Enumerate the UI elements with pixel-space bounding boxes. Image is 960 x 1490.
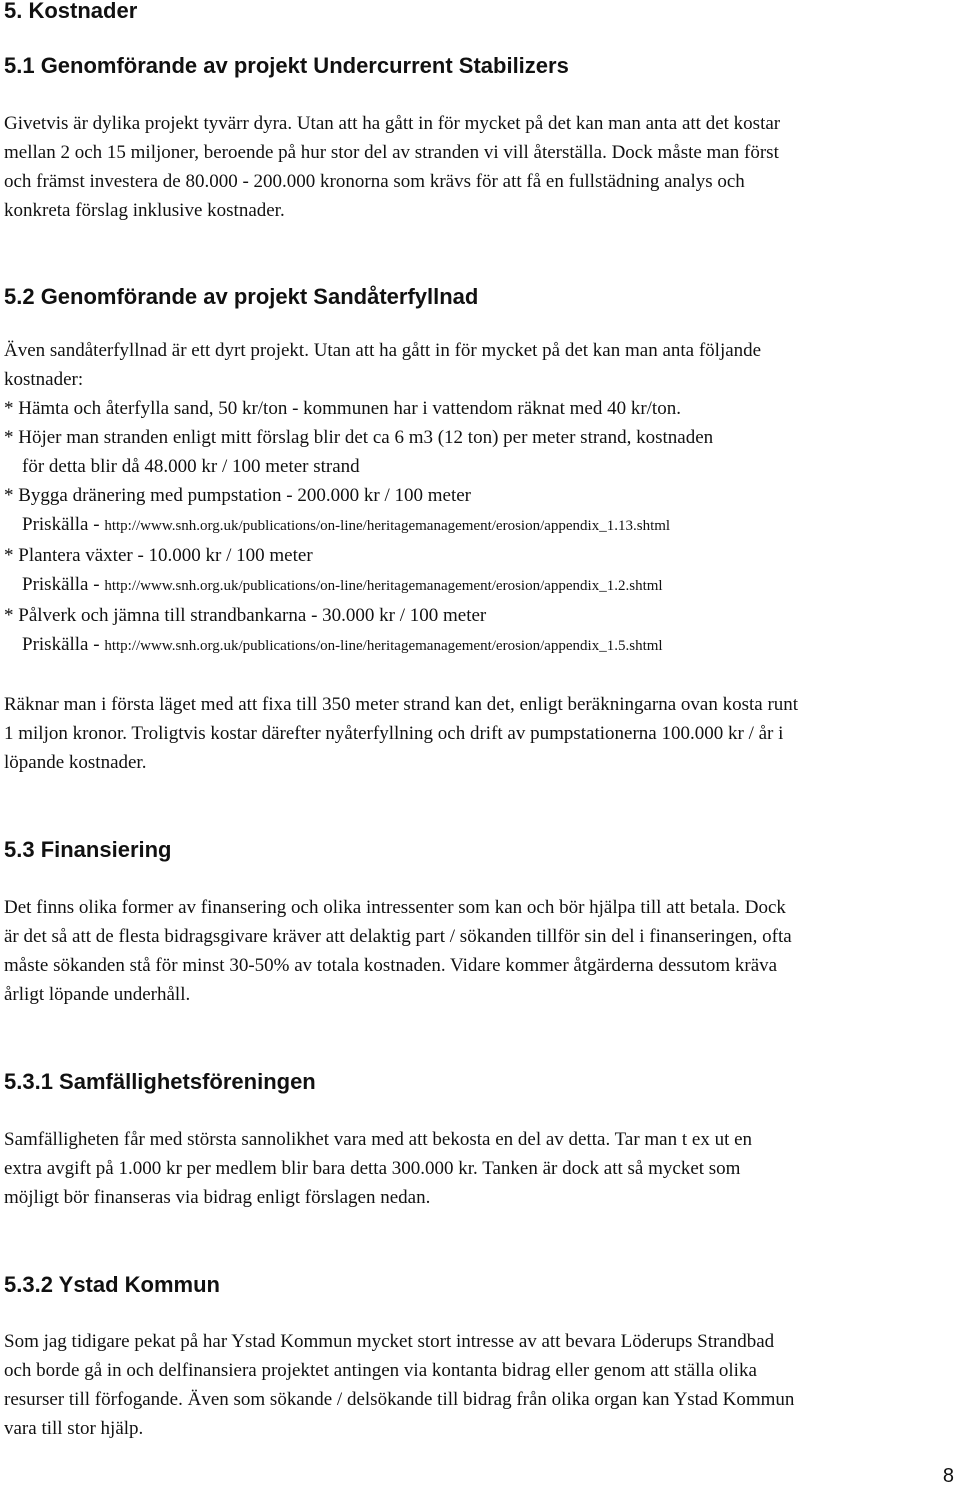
paragraph-line: är det så att de flesta bidragsgivare kräver att delaktig part / sökanden tillför sin del i finanseringen, ofta	[4, 926, 792, 947]
section-5-1-body	[4, 109, 954, 225]
paragraph-line: möjligt bör finanseras via bidrag enligt förslagen nedan.	[4, 1187, 431, 1208]
paragraph-line: kostnader:	[4, 369, 84, 390]
price-source-label: Priskälla -	[22, 634, 105, 655]
price-source-label: Priskälla -	[22, 514, 105, 535]
paragraph-line: måste sökanden stå för minst 30-50% av totala kostnaden. Vidare kommer åtgärderna dessutom kräva	[4, 955, 778, 976]
cost-item: * Hämta och återfylla sand, 50 kr/ton - kommunen har i vattendom räknat med 40 kr/ton.	[4, 398, 681, 419]
paragraph-line: vara till stor hjälp.	[4, 1418, 144, 1439]
paragraph-line: konkreta förslag inklusive kostnader.	[4, 200, 285, 221]
section-5-2-title: 5.2 Genomförande av projekt Sandåterfyllnad	[4, 284, 479, 309]
paragraph-line: och främst investera de 80.000 - 200.000 kronorna som krävs för att få en fullstädning analys och	[4, 171, 745, 192]
paragraph-line: resurser till förfogande. Även som sökande / delsökande till bidrag från olika organ kan Ystad Kommun	[4, 1389, 795, 1410]
cost-item: * Pålverk och jämna till strandbankarna - 30.000 kr / 100 meter	[4, 605, 487, 626]
page-number: 8	[942, 1465, 954, 1487]
cost-item: * Höjer man stranden enligt mitt förslag blir det ca 6 m3 (12 ton) per meter strand, kostnaden	[4, 427, 714, 448]
price-source	[4, 510, 954, 541]
paragraph-line: årligt löpande underhåll.	[4, 984, 191, 1005]
section-5-2-summary	[4, 690, 954, 777]
price-source	[4, 570, 954, 601]
paragraph-line: Samfälligheten får med största sannolikhet vara med att bekosta en del av detta. Tar man t ex ut en	[4, 1129, 753, 1150]
document-page	[4, 0, 954, 1443]
section-5-3-1-title: 5.3.1 Samfällighetsföreningen	[4, 1069, 316, 1094]
paragraph-line: extra avgift på 1.000 kr per medlem blir bara detta 300.000 kr. Tanken är dock att så mycket som	[4, 1158, 741, 1179]
paragraph-line: Det finns olika former av finansering och olika intressenter som kan och bör hjälpa till att betala. Dock	[4, 897, 786, 918]
price-source	[4, 630, 954, 661]
section-5-3-2-title: 5.3.2 Ystad Kommun	[4, 1272, 220, 1297]
section-5-title: 5. Kostnader	[4, 0, 138, 23]
section-5-3-2-body	[4, 1327, 954, 1443]
paragraph-line: Även sandåterfyllnad är ett dyrt projekt. Utan att ha gått in för mycket på det kan man anta följande	[4, 340, 762, 361]
price-source-url: http://www.snh.org.uk/publications/on-line/heritagemanagement/erosion/appendix_1.13.shtml	[104, 518, 671, 534]
paragraph-line: Som jag tidigare pekat på har Ystad Kommun mycket stort intresse av att bevara Löderups Strandbad	[4, 1331, 775, 1352]
paragraph-line: Givetvis är dylika projekt tyvärr dyra. Utan att ha gått in för mycket på det kan man anta att det kostar	[4, 113, 781, 134]
section-5-2-body	[4, 336, 954, 661]
cost-item: * Bygga dränering med pumpstation - 200.000 kr / 100 meter	[4, 485, 471, 506]
section-5-3-1-body	[4, 1125, 954, 1212]
paragraph-line: mellan 2 och 15 miljoner, beroende på hur stor del av stranden vi vill återställa. Dock måste man först	[4, 142, 779, 163]
price-source-url: http://www.snh.org.uk/publications/on-line/heritagemanagement/erosion/appendix_1.5.shtml	[104, 638, 663, 654]
paragraph-line: och borde gå in och delfinansiera projektet antingen via kontanta bidrag eller genom att ställa olika	[4, 1360, 757, 1381]
paragraph-line: Räknar man i första läget med att fixa till 350 meter strand kan det, enligt beräkningarna ovan kosta runt	[4, 694, 799, 715]
cost-item: * Plantera växter - 10.000 kr / 100 meter	[4, 545, 313, 566]
paragraph-line: löpande kostnader.	[4, 752, 147, 773]
price-source-url: http://www.snh.org.uk/publications/on-line/heritagemanagement/erosion/appendix_1.2.shtml	[104, 578, 663, 594]
section-5-3-body	[4, 893, 954, 1009]
section-5-3-title: 5.3 Finansiering	[4, 837, 172, 862]
cost-item-continued: för detta blir då 48.000 kr / 100 meter strand	[22, 456, 360, 477]
section-5-1-title: 5.1 Genomförande av projekt Undercurrent Stabilizers	[4, 53, 569, 78]
price-source-label: Priskälla -	[22, 574, 105, 595]
paragraph-line: 1 miljon kronor. Troligtvis kostar därefter nyåterfyllning och drift av pumpstationerna 100.000 kr / år i	[4, 723, 784, 744]
